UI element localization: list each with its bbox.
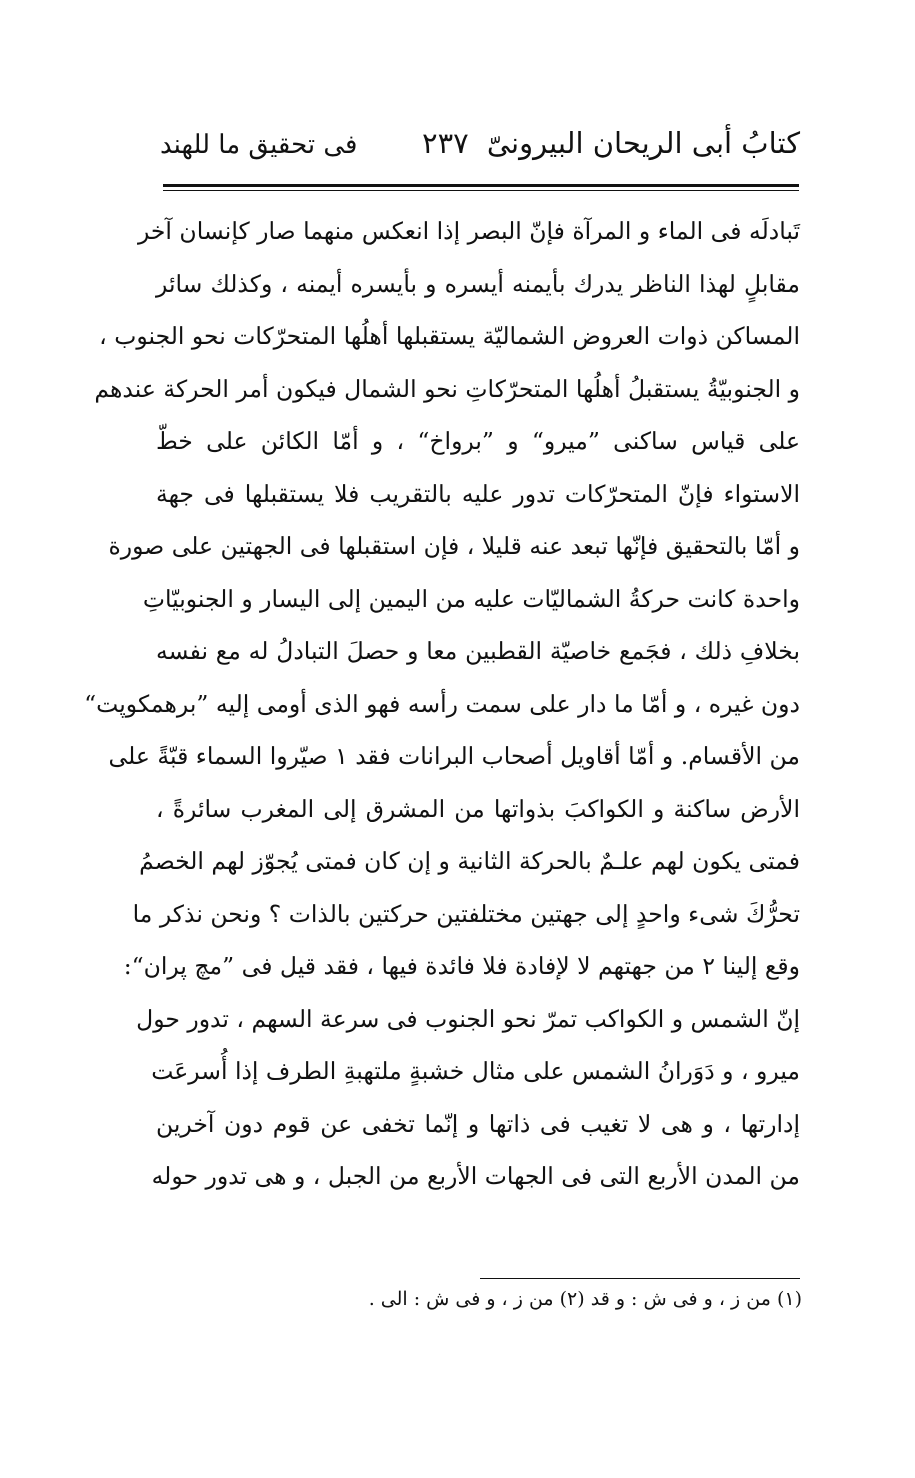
header-rule-thick [163, 184, 799, 187]
text-line: الاستواء فإنّ المتحرّكات تدور عليه بالتقريب فلا يستقبلها فى جهة [156, 479, 800, 508]
text-line: المساكن ذوات العروض الشماليّة يستقبلها أهلُها المتحرّكات نحو الجنوب ، [99, 322, 800, 350]
text-line: إنّ الشمس و الكواكب تمرّ نحو الجنوب فى سرعة السهم ، تدور حول [136, 1004, 800, 1033]
header-rule-thin [163, 190, 799, 191]
footnotes [302, 1283, 802, 1315]
text-line: ميرو ، و دَوَرانُ الشمس على مثال خشبةٍ ملتهبةِ الطرف إذا أُسرعَت [151, 1057, 800, 1085]
text-line: واحدة كانت حركةُ الشماليّات عليه من اليمين إلى اليسار و الجنوبيّاتِ [142, 584, 800, 613]
footnote-line: (١) من ز ، و فى ش : و قد (٢) من ز ، و فى ش : الى . [368, 1288, 802, 1310]
text-line: تَبادلَه فى الماء و المرآة فإنّ البصر إذا انعكس منهما صار كإنسان آخر [137, 217, 800, 245]
text-line: بخلافِ ذلك ، فجَمع خاصيّة القطبين معا و حصلَ التبادلُ له مع نفسه [156, 637, 800, 665]
text-line: دون غيره ، و أمّا ما دار على سمت رأسه فهو الذى أومى إليه ”برهمكوپت“ [84, 689, 800, 718]
text-line: من المدن الأربع التى فى الجهات الأربع من الجبل ، و هى تدور حوله [151, 1162, 800, 1190]
text-line: تحرُّكَ شىء واحدٍ إلى جهتين مختلفتين حركتين بالذات ؟ ونحن نذكر ما [132, 899, 800, 928]
book-title: كتابُ أبى الريحان البيرونىّ [486, 126, 800, 160]
text-line: إدارتها ، و هى لا تغيب فى ذاتها و إنّما تخفى عن قوم دون آخرين [156, 1109, 800, 1138]
page-number: ٢٣٧ [422, 126, 469, 160]
body-text [84, 205, 800, 1203]
text-line: على قياس ساكنى ”ميرو“ و ”برواخ“ ، و أمّا الكائن على خطّ [156, 427, 800, 455]
text-line: من الأقسام. و أمّا أقاويل أصحاب البرانات فقد ١ صيّروا السماء قبّةً على [108, 742, 800, 770]
text-line: مقابلٍ لهذا الناظر يدرك بأيمنه أيسره و بأيسره أيمنه ، وكذلك سائر [156, 269, 800, 298]
text-line: وقع إلينا ٢ من جهتهم لا لإفادة فلا فائدة فيها ، فقد قيل فى ”مچ پران“: [123, 952, 800, 980]
text-line: فمتى يكون لهم علـمٌ بالحركة الثانية و إن كان فمتى يُجوّز لهم الخصمُ [139, 847, 800, 875]
running-title: فى تحقيق ما للهند [160, 130, 358, 160]
text-line: الأرض ساكنة و الكواكبَ بذواتها من المشرق إلى المغرب سائرةً ، [156, 794, 800, 823]
text-line: و الجنوبيّةُ يستقبلُ أهلُها المتحرّكاتِ نحو الشمال فيكون أمر الحركة عندهم [94, 374, 800, 403]
footnote-rule [480, 1278, 800, 1279]
page-header [160, 122, 800, 178]
text-line: و أمّا بالتحقيق فإنّها تبعد عنه قليلا ، فإن استقبلها فى الجهتين على صورة [108, 532, 800, 560]
